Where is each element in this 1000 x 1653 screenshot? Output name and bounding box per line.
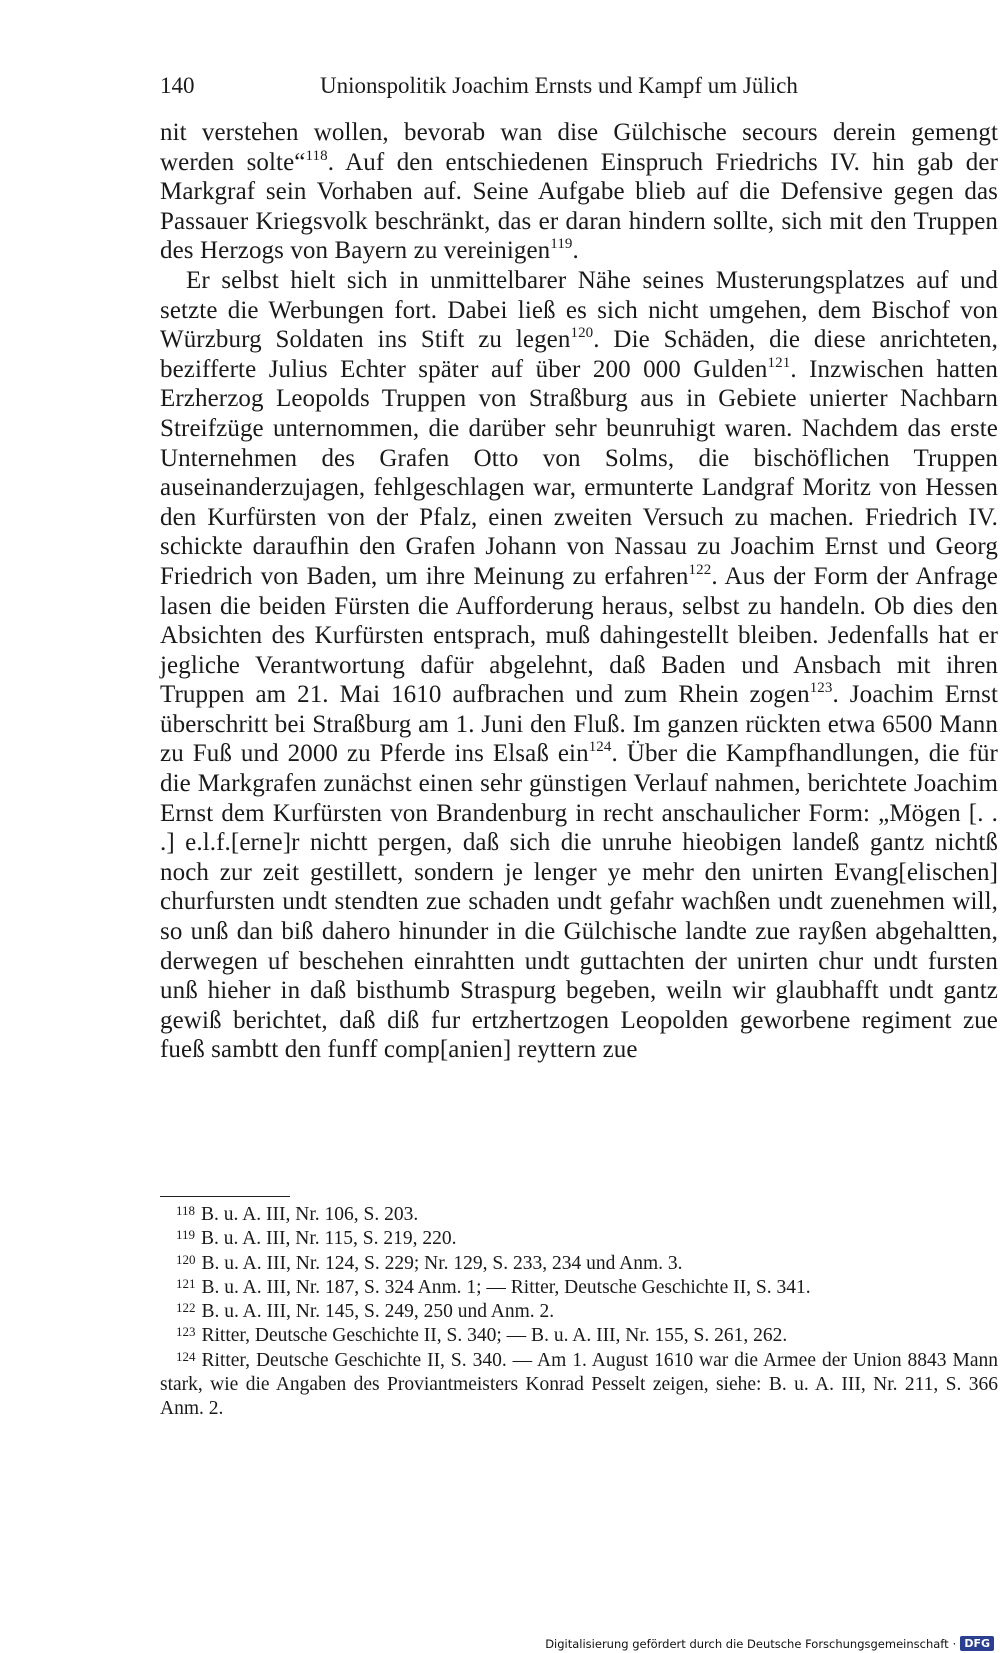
text-run: . Über die Kampfhandlungen, die für die Markgrafen zunächst einen sehr günstigen Verlauf nahmen, berichtete Joachim Ernst dem Kurfürsten von Brandenburg in recht anschaulicher Form: „Mögen [. . .] e.l.f.[erne]r nichtt pergen, daß sich die unruhe hieobigen landeß gantz nichtß noch zur zeit gestillett, sondern je lenger ye mehr den unirten Evang[elischen] churfursten undt stendten zue schaden undt gefahr wachßen undt zuenehmen will, so unß dan biß dahero hinunder in die Gülchische landte zue rayßen abgehaltten, derwegen uf beschehen einrahtten undt guttachten der unirten chur undt fursten unß hieher in daß bisthumb Straspurg begeben, weiln wir glaubhafft undt gantz gewiß berichtet, daß diß fur ertzhertzogen Leopolden geworbene regiment zue fueß sambtt den funff comp[anien] reyttern zue: [160, 740, 998, 1064]
text-run: . Aus der Form der Anfrage lasen die beiden Fürsten die Aufforderung heraus, selbst zu handeln. Ob dies den Absichten des Kurfürsten entsprach, muß dahingestellt bleiben. Jedenfalls hat er jegliche Verantwortung dafür abgelehnt, daß Baden und Ansbach mit ihren Truppen am 21. Mai 1610 aufbrachen und zum Rhein zogen: [160, 562, 999, 709]
footnote-number: 119: [176, 1227, 196, 1243]
text-run: . Joachim Ernst überschritt bei Straßburg am 1. Juni den Fluß. Im ganzen rückten etwa 6500 Mann zu Fuß und 2000 zu Pferde ins Elsaß ein: [160, 681, 999, 768]
footnote-119: [160, 1227, 998, 1251]
footnote-number: 122: [176, 1300, 196, 1316]
text-run: .: [572, 237, 579, 265]
footnote-reference: 122: [688, 561, 712, 578]
footnote-text: B. u. A. III, Nr. 115, S. 219, 220.: [201, 1228, 457, 1250]
footnote-reference: 124: [588, 739, 612, 756]
footnote-124: [160, 1349, 998, 1422]
footnote-reference: 119: [550, 236, 573, 253]
dfg-logo: DFG: [960, 1636, 994, 1651]
footnote-122: [160, 1300, 998, 1324]
text-run: . Inzwischen hatten Erzherzog Leopolds Truppen von Straßburg aus in Gebiete unierter Nachbarn Streifzüge unternommen, die darüber sehr beunruhigt waren. Nachdem das erste Unternehmen des Grafen Otto von Solms, die bischöflichen Truppen auseinanderzujagen, fehlgeschlagen war, ermunterte Landgraf Moritz von Hessen den Kurfürsten von der Pfalz, einen zweiten Versuch zu machen. Friedrich IV. schickte daraufhin den Grafen Johann von Nassau zu Joachim Ernst und Georg Friedrich von Baden, um ihre Meinung zu erfahren: [160, 355, 999, 590]
footnote-120: [160, 1252, 998, 1276]
running-title: Unionspolitik Joachim Ernsts und Kampf um Jülich: [320, 73, 798, 98]
footnote-123: [160, 1324, 998, 1348]
footnote-121: [160, 1276, 998, 1300]
footnote-text: B. u. A. III, Nr. 124, S. 229; Nr. 129, S. 233, 234 und Anm. 3.: [201, 1252, 683, 1274]
footnote-number: 120: [176, 1251, 196, 1267]
footnote-text: Ritter, Deutsche Geschichte II, S. 340; — B. u. A. III, Nr. 155, S. 261, 262.: [201, 1325, 788, 1347]
footnote-118: [160, 1203, 998, 1227]
footnote-number: 123: [176, 1324, 196, 1340]
footnote-text: B. u. A. III, Nr. 106, S. 203.: [201, 1204, 419, 1225]
footnote-reference: 121: [767, 354, 791, 371]
credit-text: Digitalisierung gefördert durch die Deutsche Forschungsgemeinschaft: [545, 1636, 949, 1651]
paragraph-2: [160, 266, 998, 1065]
footnotes: [160, 1203, 998, 1422]
body-text: [160, 118, 998, 1065]
credit-dot: ·: [952, 1636, 957, 1651]
paragraph-1: [160, 118, 998, 266]
footnote-number: 121: [176, 1275, 196, 1291]
text-run: . Auf den entschiedenen Einspruch Friedrichs IV. hin gab der Markgraf sein Vorhaben auf. Seine Aufgabe blieb auf die Defensive gegen das Passauer Kriegsvolk beschränkt, das er daran hindern sollte, sich mit den Truppen des Herzogs von Bayern zu vereinigen: [160, 148, 999, 265]
footnote-text: B. u. A. III, Nr. 145, S. 249, 250 und Anm. 2.: [201, 1301, 555, 1323]
footnote-text: Ritter, Deutsche Geschichte II, S. 340. — Am 1. August 1610 war die Armee der Union 8843 Mann stark, wie die Angaben des Proviantmeisters Konrad Pesselt zeigen, siehe: B. u. A. III, Nr. 211, S. 366 Anm. 2.: [160, 1349, 998, 1420]
digitization-credit: [545, 1636, 994, 1651]
text-run: Er selbst hielt sich in unmittelbarer Nähe seines Musterungsplatzes auf und setzte die Werbungen fort. Dabei ließ es sich nicht umgehen, dem Bischof von Würzburg Soldaten ins Stift zu legen: [160, 266, 998, 354]
footnote-number: 118: [176, 1203, 196, 1218]
footnote-number: 124: [176, 1348, 196, 1364]
page-number: 140: [160, 73, 195, 98]
text-run: nit verstehen wollen, bevorab wan dise Gülchische secours derein gemengt werden solte“: [160, 119, 998, 176]
footnote-reference: 123: [809, 680, 833, 697]
footnote-reference: 118: [305, 147, 328, 164]
text-run: . Die Schäden, die diese anrichteten, bezifferte Julius Echter später auf über 200 000 Gulden: [160, 326, 998, 383]
footnote-reference: 120: [570, 325, 594, 342]
footnote-separator: [160, 1196, 290, 1197]
footnote-text: B. u. A. III, Nr. 187, S. 324 Anm. 1; — Ritter, Deutsche Geschichte II, S. 341.: [201, 1276, 811, 1298]
